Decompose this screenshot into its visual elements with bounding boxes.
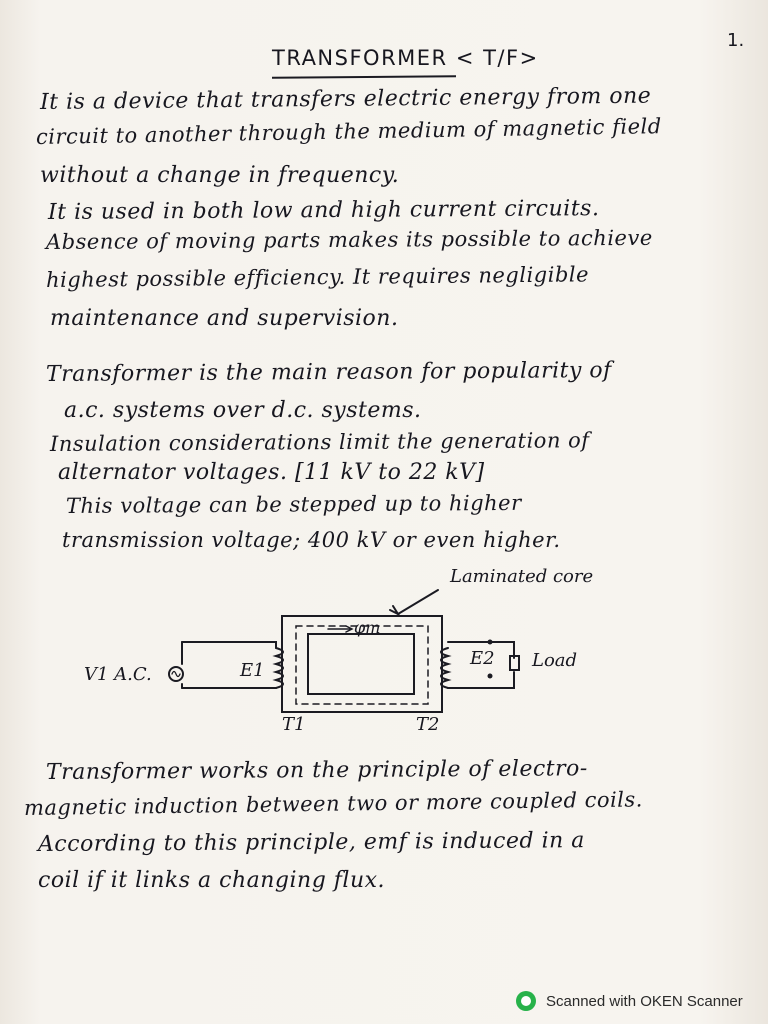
text-line: It is used in both low and high current circuits. [47, 196, 600, 225]
text-line: Insulation considerations limit the generation of [49, 428, 590, 456]
load-label: Load [532, 650, 578, 671]
primary-lead-top [182, 642, 276, 648]
text-line: Transformer is the main reason for popularity of [45, 358, 612, 387]
scanner-text: Scanned with OKEN Scanner [546, 992, 743, 1010]
flux-path [296, 626, 428, 704]
text-line: a.c. systems over d.c. systems. [64, 398, 422, 423]
page-title: TRANSFORMER < T/F> [272, 46, 539, 70]
ac-wave [172, 672, 180, 677]
text-line: maintenance and supervision. [50, 306, 399, 331]
text-line: This voltage can be stepped up to higher [65, 490, 522, 518]
core-window-outline [308, 634, 414, 694]
text-line: coil if it links a changing flux. [38, 868, 386, 893]
secondary-lead-bottom [448, 672, 514, 688]
source-label: V1 A.C. [84, 664, 152, 685]
transformer-diagram [60, 560, 700, 740]
transformer-circuit-drawing [60, 560, 700, 740]
text-line: According to this principle, emf is induced in a [37, 828, 585, 857]
text-line: It is a device that transfers electric energy from one [39, 83, 652, 115]
t1-label: T1 [282, 714, 306, 735]
text-line: transmission voltage; 400 kV or even higher. [62, 528, 561, 552]
terminal-dot [488, 674, 493, 679]
text-line: Transformer works on the principle of electro- [45, 756, 588, 785]
scanner-watermark [516, 990, 743, 1012]
oken-scanner-icon [516, 991, 536, 1011]
text-line: Absence of moving parts makes its possible to achieve [45, 225, 653, 254]
core-pointer-arrowhead [390, 606, 398, 614]
text-line: alternator voltages. [11 kV to 22 kV] [58, 460, 485, 485]
laminated-core-label: Laminated core [450, 566, 594, 587]
terminal-dot [488, 640, 493, 645]
text-line: highest possible efficiency. It requires negligible [45, 262, 590, 292]
text-line: magnetic induction between two or more coupled coils. [23, 787, 644, 820]
core-pointer-line [398, 590, 438, 614]
text-line: without a change in frequency. [40, 163, 400, 188]
e2-label: E2 [470, 648, 495, 669]
e1-label: E1 [240, 660, 265, 681]
page-number: 1. [727, 30, 745, 51]
flux-label: φm [354, 618, 381, 637]
t2-label: T2 [416, 714, 440, 735]
text-line: circuit to another through the medium of magnetic field [35, 114, 662, 149]
